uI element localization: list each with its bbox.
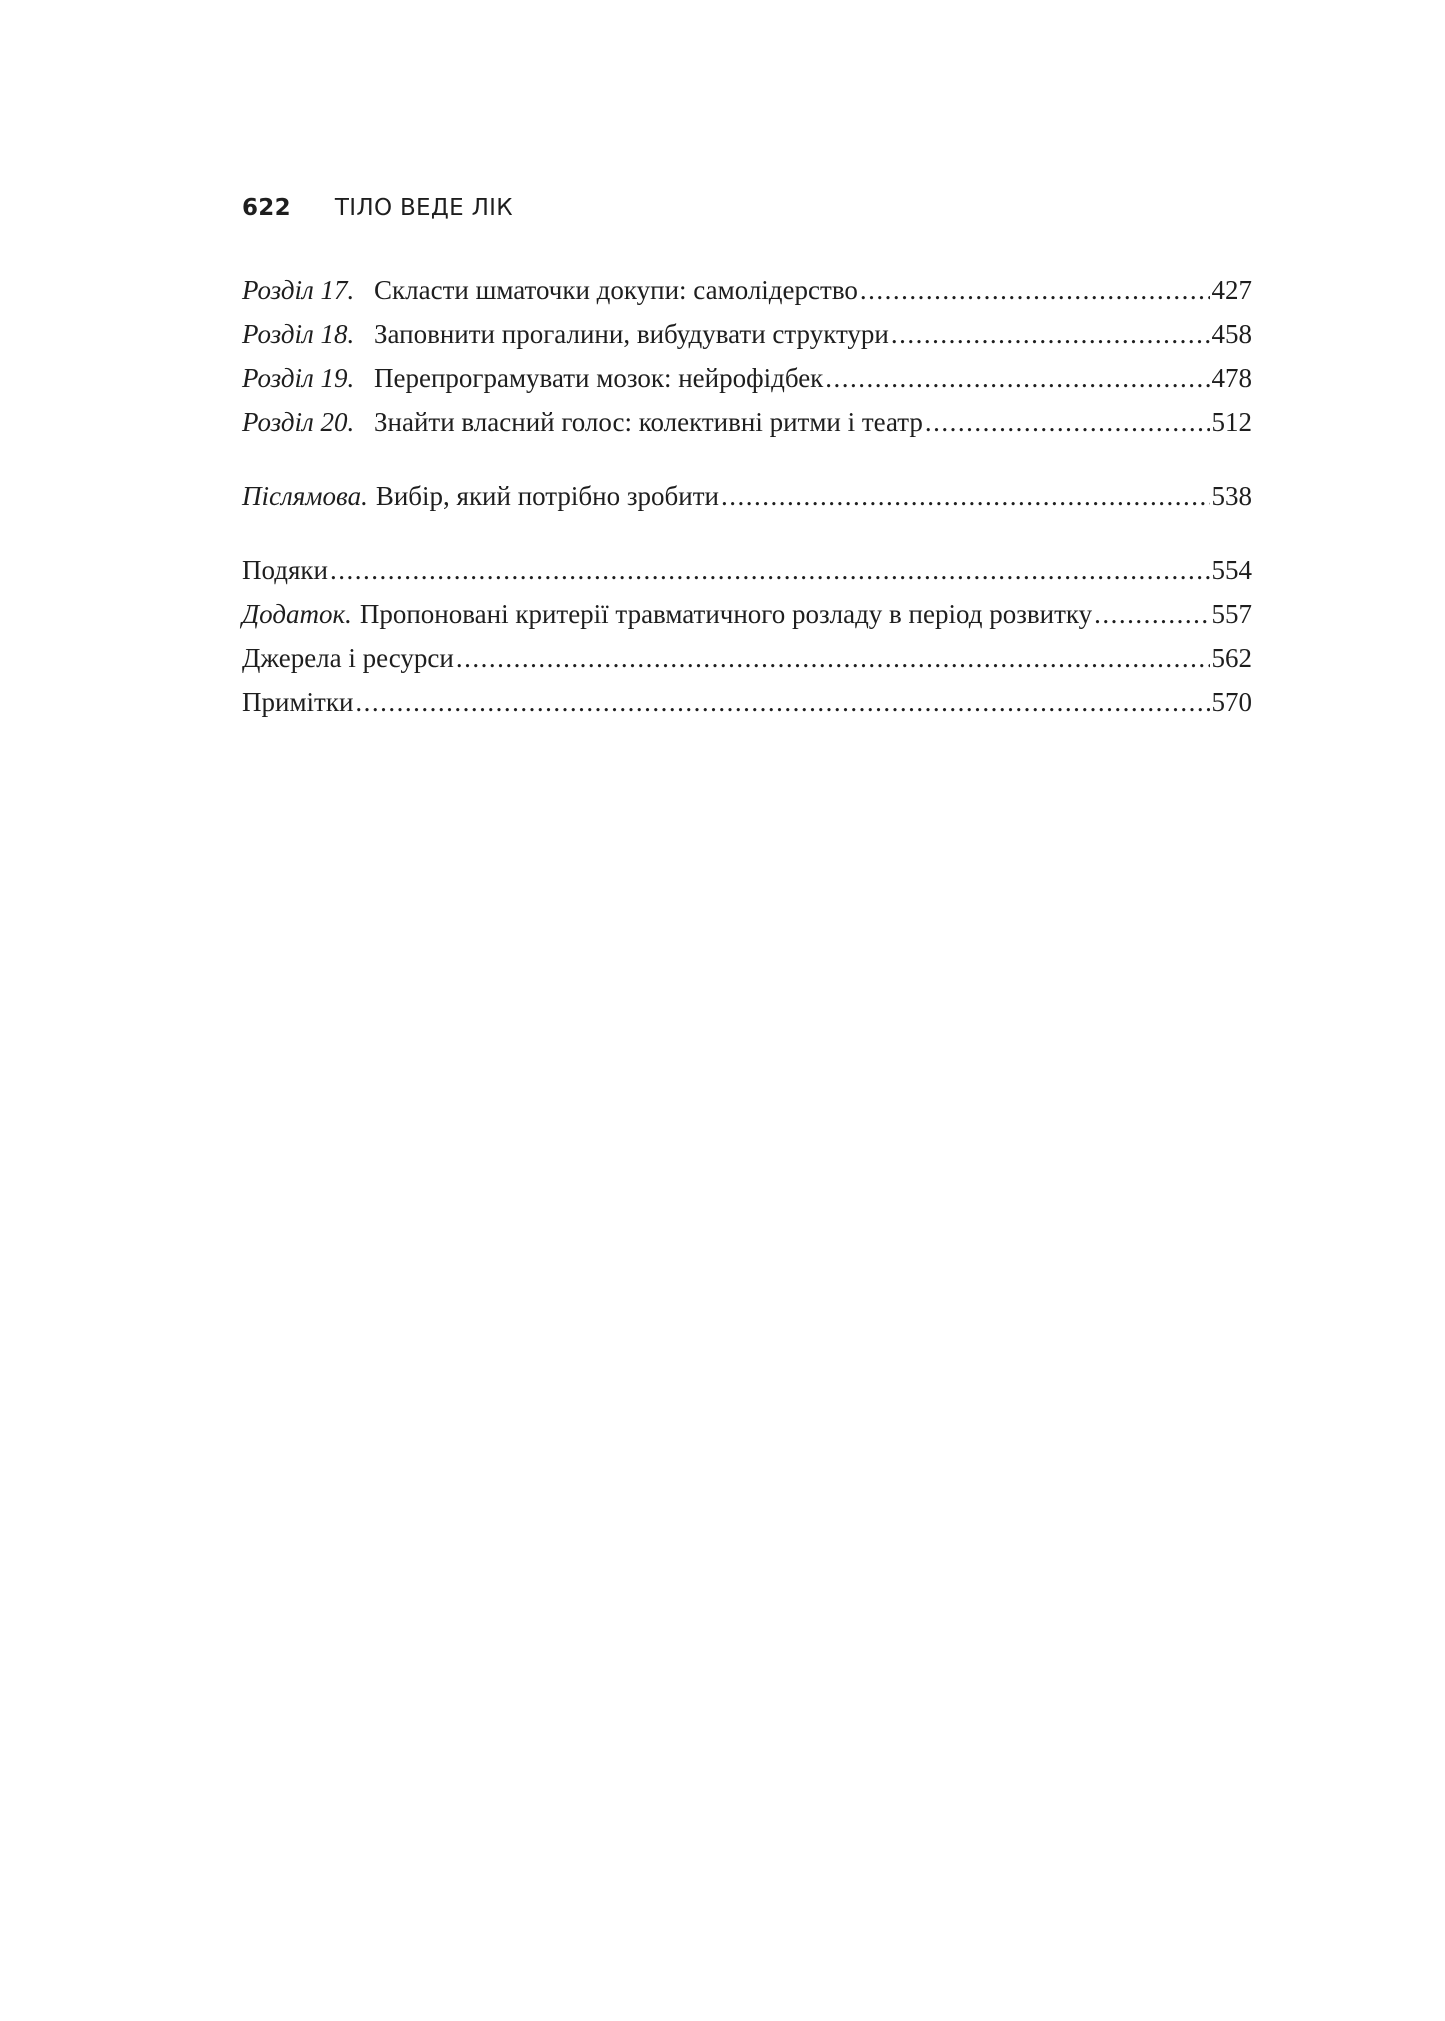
entry-page-number: 478 (1211, 363, 1252, 393)
afterword-title: Вибір, який потрібно зробити (375, 481, 719, 511)
toc-entry-chapter-18[interactable] (242, 312, 1252, 356)
chapter-title: Знайти власний голос: колективні ритми і театр (374, 407, 923, 437)
toc-back-matter (242, 548, 1252, 724)
toc-entry-chapter-17[interactable] (242, 268, 1252, 312)
dot-leader (860, 268, 1210, 312)
chapter-label: Розділ 17. (242, 275, 355, 305)
entry-page-number: 562 (1211, 643, 1252, 673)
entry-page-number: 554 (1211, 555, 1252, 585)
entry-page-number: 458 (1211, 319, 1252, 349)
entry-title: Джерела і ресурси (242, 643, 454, 673)
dot-leader (925, 400, 1210, 444)
toc-afterword (242, 474, 1252, 518)
toc-entry-acknowledgements[interactable] (242, 548, 1252, 592)
toc-entry-afterword[interactable] (242, 474, 1252, 518)
book-title: ТІЛО ВЕДЕ ЛІК (334, 195, 513, 221)
chapter-label: Розділ 19. (242, 363, 355, 393)
chapter-title: Скласти шматочки докупи: самолідерство (374, 275, 858, 305)
page-number: 622 (242, 195, 291, 221)
entry-page-number: 557 (1211, 599, 1252, 629)
appendix-label: Додаток. (242, 599, 352, 629)
entry-title: Подяки (242, 555, 328, 585)
dot-leader (721, 474, 1210, 518)
entry-page-number: 538 (1211, 481, 1252, 511)
toc-entry-notes[interactable] (242, 680, 1252, 724)
chapter-title: Заповнити прогалини, вибудувати структури (374, 319, 889, 349)
entry-page-number: 512 (1211, 407, 1252, 437)
dot-leader (330, 548, 1210, 592)
chapter-label: Розділ 18. (242, 319, 355, 349)
entry-page-number: 427 (1211, 275, 1252, 305)
running-head (242, 192, 513, 224)
dot-leader (825, 356, 1209, 400)
toc-chapters (242, 268, 1252, 444)
entry-title: Примітки (242, 687, 354, 717)
dot-leader (456, 636, 1210, 680)
toc-entry-chapter-20[interactable] (242, 400, 1252, 444)
dot-leader (1094, 592, 1209, 636)
entry-title: Пропоновані критерії травматичного розладу в період розвитку (359, 599, 1093, 629)
entry-page-number: 570 (1211, 687, 1252, 717)
chapter-label: Розділ 20. (242, 407, 355, 437)
toc-entry-chapter-19[interactable] (242, 356, 1252, 400)
toc-entry-sources[interactable] (242, 636, 1252, 680)
toc-entry-appendix[interactable] (242, 592, 1252, 636)
chapter-title: Перепрограмувати мозок: нейрофідбек (374, 363, 824, 393)
dot-leader (891, 312, 1210, 356)
afterword-label: Післямова. (242, 481, 368, 511)
dot-leader (355, 680, 1209, 724)
